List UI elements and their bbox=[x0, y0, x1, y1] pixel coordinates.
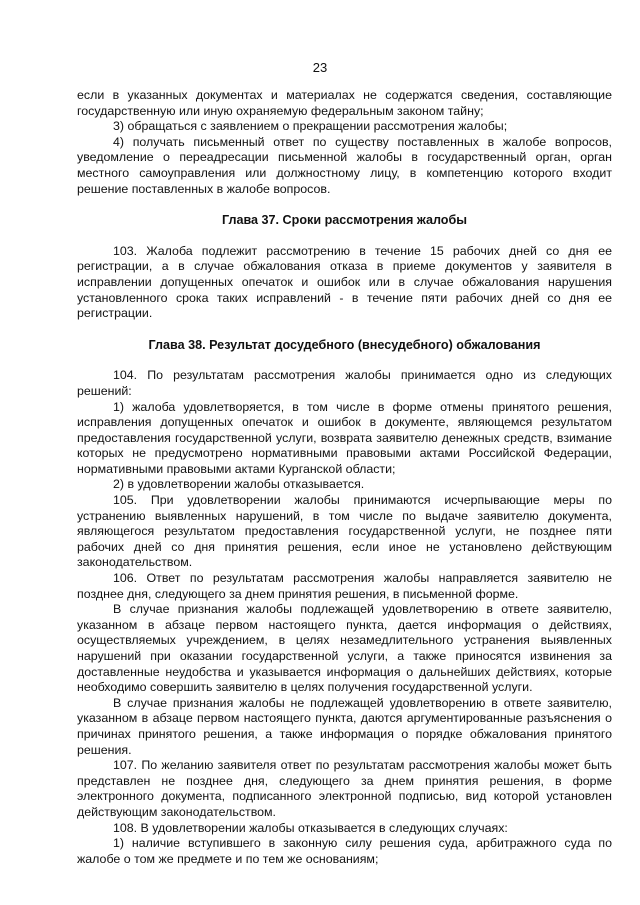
paragraph-104: 104. По результатам рассмотрения жалобы принимается одно из следующих решений: bbox=[77, 368, 612, 398]
paragraph-103: 103. Жалоба подлежит рассмотрению в течение 15 рабочих дней со дня ее регистрации, а в случае обжалования отказа в приеме документов у заявителя в исправлении допущенных опечаток и ошибок или в случае обжалования нарушения установленного срока таких исправлений - в течение пяти рабочих дней со дня ее регистрации. bbox=[77, 243, 612, 321]
chapter-38-heading: Глава 38. Результат досудебного (внесудебного) обжалования bbox=[148, 337, 541, 352]
intro-paragraph-item-4: 4) получать письменный ответ по существу поставленных в жалобе вопросов, уведомление о переадресации письменной жалобы в государственный орган, орган местного самоуправления или должностному лицу, в компетенцию которого входит решение поставленных в жалобе вопросов. bbox=[77, 134, 612, 196]
paragraph-104-item-1: 1) жалоба удовлетворяется, в том числе в форме отмены принятого решения, исправления допущенных опечаток и ошибок в документе, являющемся результатом предоставления государственной услуги, возврата заявителю денежных средств, взимание которых не предусмотрено нормативными правовыми актами Российской Федерации, нормативными правовыми актами Курганской области; bbox=[77, 399, 612, 476]
paragraph-106: 106. Ответ по результатам рассмотрения жалобы направляется заявителю не позднее дня, следующего за днем принятия решения, в письменной форме. bbox=[77, 571, 612, 601]
chapter-37-heading: Глава 37. Сроки рассмотрения жалобы bbox=[221, 213, 468, 228]
intro-paragraph-item-3: 3) обращаться с заявлением о прекращении рассмотрения жалобы; bbox=[113, 119, 508, 134]
paragraph-108: 108. В удовлетворении жалобы отказывается в следующих случаях: bbox=[113, 820, 508, 835]
page-number: 23 bbox=[312, 60, 328, 75]
paragraph-106-rejected: В случае признания жалобы не подлежащей удовлетворению в ответе заявителю, указанном в абзаце первом настоящего пункта, даются аргументированные разъяснения о причинах принятого решения, а также информация о порядке обжалования принятого решения. bbox=[77, 695, 612, 757]
document-body bbox=[77, 88, 612, 867]
paragraph-105: 105. При удовлетворении жалобы принимаются исчерпывающие меры по устранению выявленных нарушений, в том числе по выдаче заявителю документа, являющегося результатом предоставления государственной услуги, не позднее пяти рабочих дней со дня принятия решения, если иное не установлено действующим законодательством. bbox=[77, 493, 612, 570]
paragraph-107: 107. По желанию заявителя ответ по результатам рассмотрения жалобы может быть представлен не позднее дня, следующего за днем принятия решения, в форме электронного документа, подписанного электронной подписью, вид которой установлен действующим законодательством. bbox=[77, 758, 612, 819]
intro-paragraph-continuation: если в указанных документах и материалах не содержатся сведения, составляющие государственную или иную охраняемую федеральным законом тайну; bbox=[77, 88, 612, 118]
paragraph-108-item-1: 1) наличие вступившего в законную силу решения суда, арбитражного суда по жалобе о том же предмете и по тем же основаниям; bbox=[77, 836, 612, 866]
paragraph-106-satisfied: В случае признания жалобы подлежащей удовлетворению в ответе заявителю, указанном в абзаце первом настоящего пункта, дается информация о действиях, осуществляемых учреждением, в целях незамедлительного устранения выявленных нарушений при оказании государственной услуги, а также приносятся извинения за доставленные неудобства и указывается информация о дальнейших действиях, которые необходимо совершить заявителю в целях получения государственной услуги. bbox=[77, 602, 612, 695]
paragraph-104-item-2: 2) в удовлетворении жалобы отказывается. bbox=[113, 477, 365, 492]
